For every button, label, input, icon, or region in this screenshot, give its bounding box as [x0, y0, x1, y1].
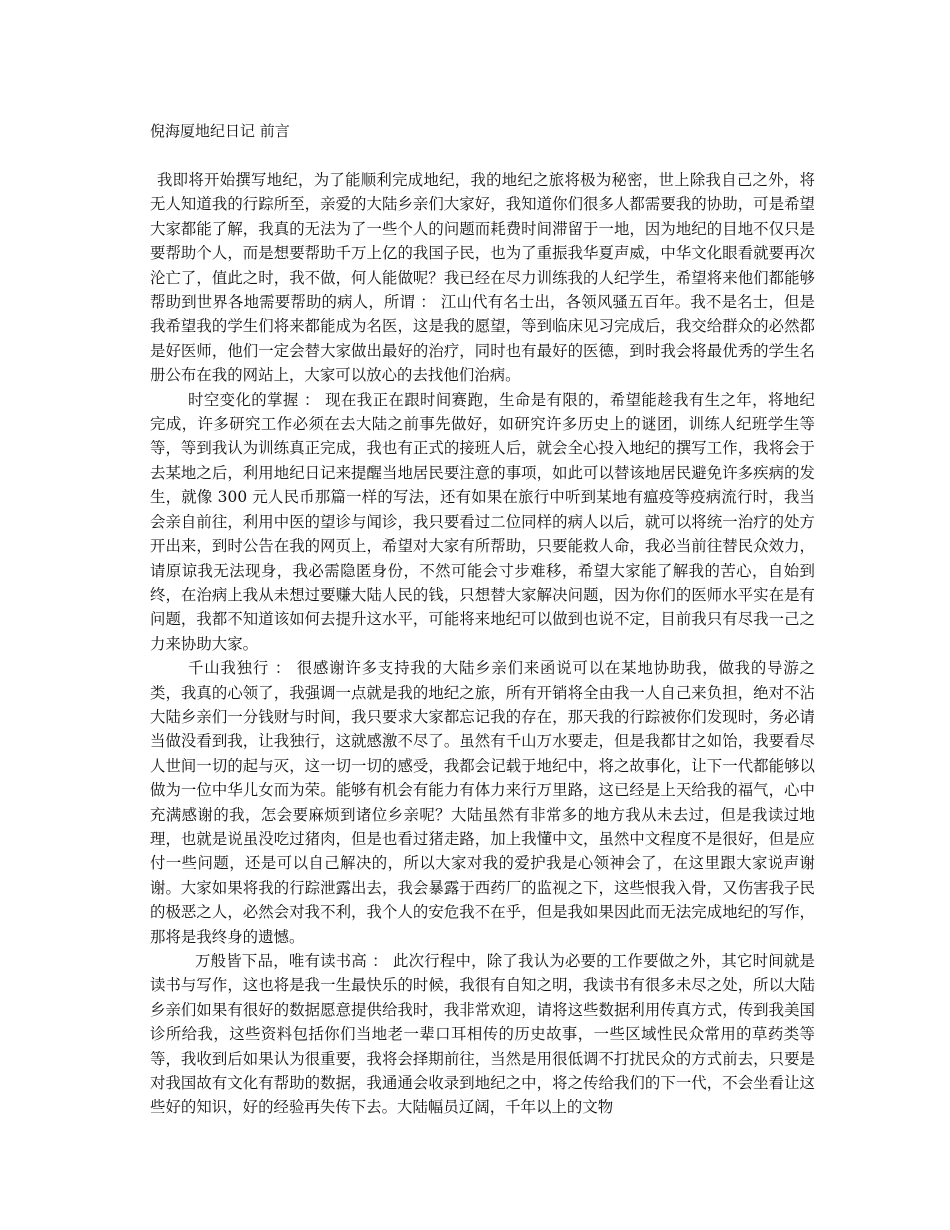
paragraph-travel-alone: 千山我独行 ： 很感谢许多支持我的大陆乡亲们来函说可以在某地协助我，做我的导游之类，我真的心领了，我强调一点就是我的地纪之旅，所有开销将全由我一人自己来负担，绝对不沾大陆乡亲们一分钱财与时间，我只要求大家都忘记我的存在，那天我的行踪被你们发现时，务必请当做没看到我，让我独行，这就感激不尽了。虽然有千山万水要走，但是我都甘之如饴，我要看尽人世间一切的起与灭，这一切一切的感受，我都会记载于地纪中，将之故事化，让下一代都能够以做为一位中华儿女而为荣。能够有机会有能力有体力来行万里路，这已经是上天给我的福气，心中充满感谢的我，怎会要麻烦到诸位乡亲呢？大陆虽然有非常多的地方我从未去过，但是我读过地理，也就是说虽没吃过猪肉，但是也看过猪走路，加上我懂中文，虽然中文程度不是很好，但是应付一些问题，还是可以自己解决的，所以大家对我的爱护我是心领神会了，在这里跟大家说声谢谢。大家如果将我的行踪泄露出去，我会暴露于西药厂的监视之下，这些恨我入骨，又伤害我子民的极恶之人，必然会对我不利，我个人的安危我不在乎，但是我如果因此而无法完成地纪的写作，那将是我终身的遗憾。 — [150, 659, 815, 946]
document-body — [150, 168, 815, 1120]
document-title: 倪海厦地纪日记 前言 — [150, 122, 290, 140]
paragraph-reading: 万般皆下品，唯有读书高 ： 此次行程中，除了我认为必要的工作要做之外，其它时间就是读书与写作，这也将是我一生最快乐的时候，我很有自知之明，我读书有很多未尽之处，所以大陆乡亲们如果有很好的数据愿意提供给我时，我非常欢迎，请将这些数据利用传真方式，传到我美国诊所给我，这些资料包括你们当地老一辈口耳相传的历史故事，一些区域性民众常用的草药类等等，我收到后如果认为很重要，我将会择期前往，当然是用很低调不打扰民众的方式前去，只要是对我国故有文化有帮助的数据，我通通会收录到地纪之中，将之传给我们的下一代，不会坐看让这些好的知识，好的经验再失传下去。大陆幅员辽阔，千年以上的文物 — [150, 952, 815, 1117]
paragraph-intro: 我即将开始撰写地纪，为了能顺利完成地纪，我的地纪之旅将极为秘密，世上除我自己之外，将无人知道我的行踪所至，亲爱的大陆乡亲们大家好，我知道你们很多人都需要我的协助，可是希望大家都能了解，我真的无法为了一些个人的问题而耗费时间滞留于一地，因为地纪的目地不仅只是要帮助个人，而是想要帮助千万上亿的我国子民，也为了重振我华夏声威，中华文化眼看就要再次沦亡了，值此之时，我不做，何人能做呢？我已经在尽力训练我的人纪学生，希望将来他们都能够帮助到世界各地需要帮助的病人，所谓 ： 江山代有名士出，各领风骚五百年。我不是名士，但是我希望我的学生们将来都能成为名医，这是我的愿望，等到临床见习完成后，我交给群众的必然都是好医师，他们一定会替大家做出最好的治疗，同时也有最好的医德，到时我会将最优秀的学生名册公布在我的网站上，大家可以放心的去找他们治病。 — [150, 171, 815, 385]
paragraph-time-changes: 时空变化的掌握 ： 现在我正在跟时间赛跑，生命是有限的，希望能趁我有生之年，将地纪完成，许多研究工作必须在去大陆之前事先做好，如研究许多历史上的谜团，训练人纪班学生等等，等到我认为训练真正完成，我也有正式的接班人后，就会全心投入地纪的撰写工作，我将会于去某地之后，利用地纪日记来提醒当地居民要注意的事项，如此可以替该地居民避免许多疾病的发生，就像 300 元人民币那篇一样的写法，还有如果在旅行中听到某地有瘟疫等疫病流行时，我当会亲自前往，利用中医的望诊与闻诊，我只要看过二位同样的病人以后，就可以将统一治疗的处方开出来，到时公告在我的网页上，希望对大家有所帮助，只要能救人命，我必当前往替民众效力，请原谅我无法现身，我必需隐匿身份，不然可能会寸步难移，希望大家能了解我的苦心，自始到终，在治病上我从未想过要赚大陆人民的钱，只想替大家解决问题，因为你们的医师水平实在是有问题，我都不知道该如何去提升这水平，可能将来地纪可以做到也说不定，目前我只有尽我一己之力来协助大家。 — [150, 390, 815, 653]
